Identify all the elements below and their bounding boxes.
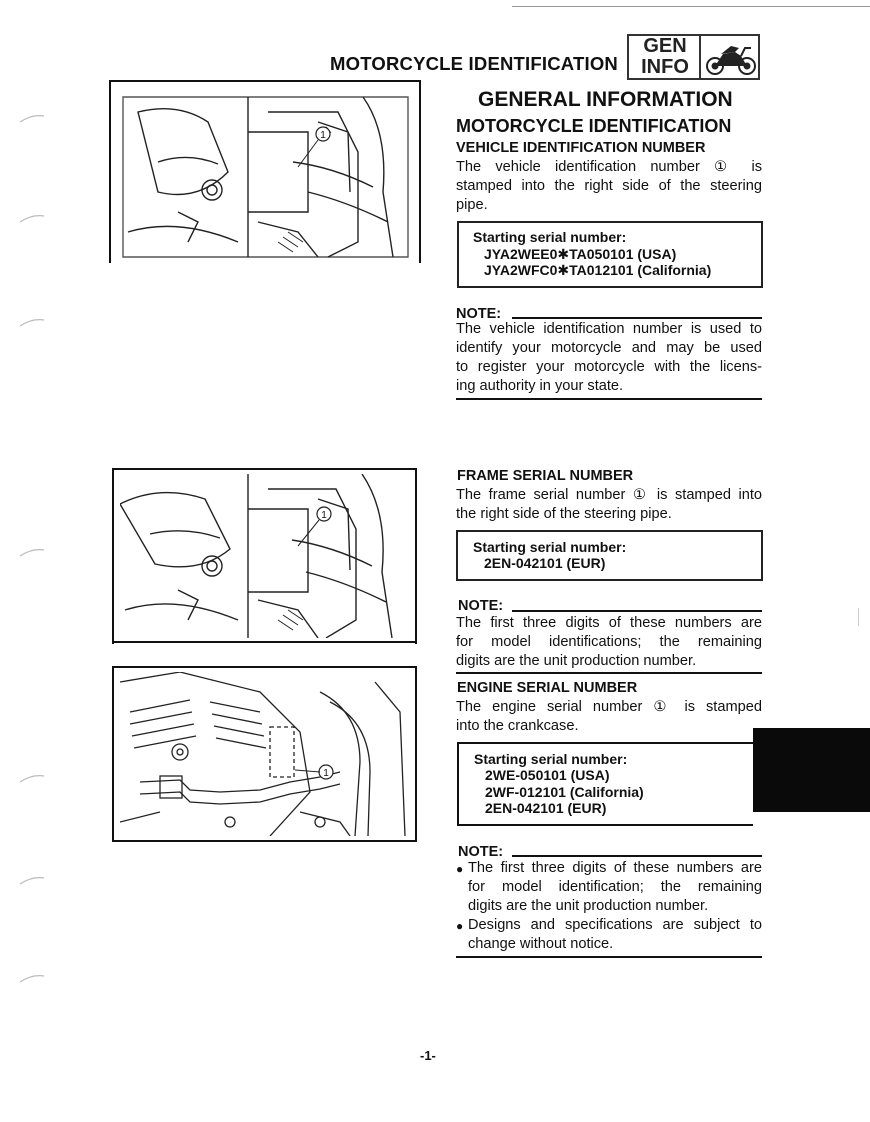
binder-mark bbox=[20, 776, 44, 782]
figure2-frame-right bbox=[415, 468, 417, 644]
bullet-icon: ● bbox=[456, 862, 464, 876]
vin-text-line: stamped into the right side of the steering bbox=[456, 178, 762, 194]
figure-callout: 1 bbox=[321, 510, 327, 521]
vin-note-line: The vehicle identification number is used to bbox=[456, 321, 762, 337]
frame-text-line: the right side of the steering pipe. bbox=[456, 506, 672, 522]
engine-note-line: Designs and specifications are subject to bbox=[468, 917, 762, 933]
engine-note-bullet-item bbox=[456, 916, 762, 954]
engine-note-bullets bbox=[456, 859, 762, 954]
badge-top-text: GEN bbox=[643, 35, 687, 57]
vin-paragraph bbox=[456, 158, 762, 215]
engine-note-line: digits are the unit production number. bbox=[468, 898, 709, 914]
steering-pipe-frame-number-figure bbox=[120, 474, 412, 638]
page-number: -1- bbox=[420, 1048, 436, 1063]
engine-paragraph bbox=[456, 698, 762, 736]
engine-text-line: into the crankcase. bbox=[456, 718, 579, 734]
steering-pipe-vin-figure bbox=[118, 92, 413, 262]
vin-note-text bbox=[456, 320, 762, 396]
engine-note-line: The first three digits of these numbers are bbox=[468, 860, 762, 876]
engine-note-bullet-item bbox=[456, 859, 762, 916]
engine-box-bottom bbox=[457, 824, 753, 826]
figure3-frame-left bbox=[112, 666, 114, 842]
frame-serial-line: 2EN-042101 (EUR) bbox=[484, 555, 606, 571]
binder-marks bbox=[14, 110, 54, 990]
binder-mark bbox=[20, 216, 44, 222]
engine-note-line: change without notice. bbox=[468, 936, 614, 952]
engine-serial-line: 2EN-042101 (EUR) bbox=[485, 800, 607, 816]
frame-note-line: digits are the unit production number. bbox=[456, 653, 697, 669]
engine-note-label: NOTE: bbox=[458, 844, 504, 860]
edge-mark bbox=[858, 608, 859, 626]
binder-mark bbox=[20, 878, 44, 884]
frame-paragraph bbox=[456, 486, 762, 524]
chapter-tab-marker bbox=[753, 728, 870, 812]
vin-note-end-rule bbox=[456, 398, 762, 400]
figure3-frame-top bbox=[112, 666, 417, 668]
binder-mark bbox=[20, 550, 44, 556]
engine-serial-box bbox=[459, 744, 751, 824]
vin-text-line: The vehicle identification number ① is bbox=[456, 159, 762, 175]
vin-note-line: ing authority in your state. bbox=[456, 378, 624, 394]
figure-frame-right bbox=[419, 80, 421, 263]
vin-serial-box bbox=[457, 221, 763, 288]
vin-serial-label: Starting serial number: bbox=[473, 229, 627, 245]
frame-serial-box bbox=[456, 530, 763, 581]
figure2-frame-top bbox=[112, 468, 417, 470]
bullet-icon: ● bbox=[456, 919, 464, 933]
figure-frame-top bbox=[109, 80, 421, 82]
engine-serial-line: 2WE-050101 (USA) bbox=[485, 767, 610, 783]
figure-callout: 1 bbox=[320, 130, 326, 141]
badge-text-cell bbox=[629, 36, 701, 78]
engine-text-line: The engine serial number ① is stamped bbox=[456, 699, 762, 715]
vin-note-label: NOTE: bbox=[456, 306, 502, 322]
frame-note-label: NOTE: bbox=[458, 598, 504, 614]
frame-note-line: The first three digits of these numbers are bbox=[456, 615, 762, 631]
binder-mark bbox=[20, 116, 44, 122]
header-section-title: MOTORCYCLE IDENTIFICATION bbox=[330, 53, 618, 74]
vin-note-rule bbox=[512, 317, 762, 319]
frame-note-end-rule bbox=[456, 672, 762, 674]
vin-note-line: identify your motorcycle and may be used bbox=[456, 340, 762, 356]
figure2-frame-left bbox=[112, 468, 114, 644]
figure3-frame-right bbox=[415, 666, 417, 842]
figure2-frame-bottom bbox=[112, 641, 417, 643]
section-badge bbox=[627, 34, 760, 80]
chapter-title: GENERAL INFORMATION bbox=[478, 88, 733, 111]
binder-mark bbox=[20, 976, 44, 982]
frame-serial-label: Starting serial number: bbox=[473, 539, 627, 555]
vin-heading: VEHICLE IDENTIFICATION NUMBER bbox=[456, 140, 706, 156]
frame-note-rule bbox=[512, 610, 762, 612]
frame-note-text bbox=[456, 614, 762, 671]
figure-frame-left bbox=[109, 80, 111, 263]
figure3-frame-bottom bbox=[112, 840, 417, 842]
engine-serial-line: 2WF-012101 (California) bbox=[485, 784, 644, 800]
frame-heading: FRAME SERIAL NUMBER bbox=[457, 468, 634, 484]
page-section-title: MOTORCYCLE IDENTIFICATION bbox=[456, 116, 732, 136]
vin-serial-line: JYA2WFC0✱TA012101 (California) bbox=[484, 262, 712, 278]
engine-note-line: for model identification; the remaining bbox=[468, 879, 762, 895]
vin-text-line: pipe. bbox=[456, 197, 488, 213]
engine-note-end-rule bbox=[456, 956, 762, 958]
frame-text-line: The frame serial number ① is stamped into bbox=[456, 487, 762, 503]
badge-bottom-text: INFO bbox=[641, 56, 689, 78]
engine-heading: ENGINE SERIAL NUMBER bbox=[457, 680, 638, 696]
engine-serial-label: Starting serial number: bbox=[474, 751, 628, 767]
top-rule bbox=[512, 6, 870, 7]
motorcycle-icon bbox=[705, 42, 757, 76]
vin-serial-line: JYA2WEE0✱TA050101 (USA) bbox=[484, 246, 677, 262]
engine-note-rule bbox=[512, 855, 762, 857]
engine-crankcase-figure bbox=[120, 672, 412, 836]
vin-note-line: to register your motorcycle with the licens- bbox=[456, 359, 762, 375]
binder-mark bbox=[20, 320, 44, 326]
frame-note-line: for model identifications; the remaining bbox=[456, 634, 762, 650]
figure-callout: 1 bbox=[323, 768, 329, 779]
